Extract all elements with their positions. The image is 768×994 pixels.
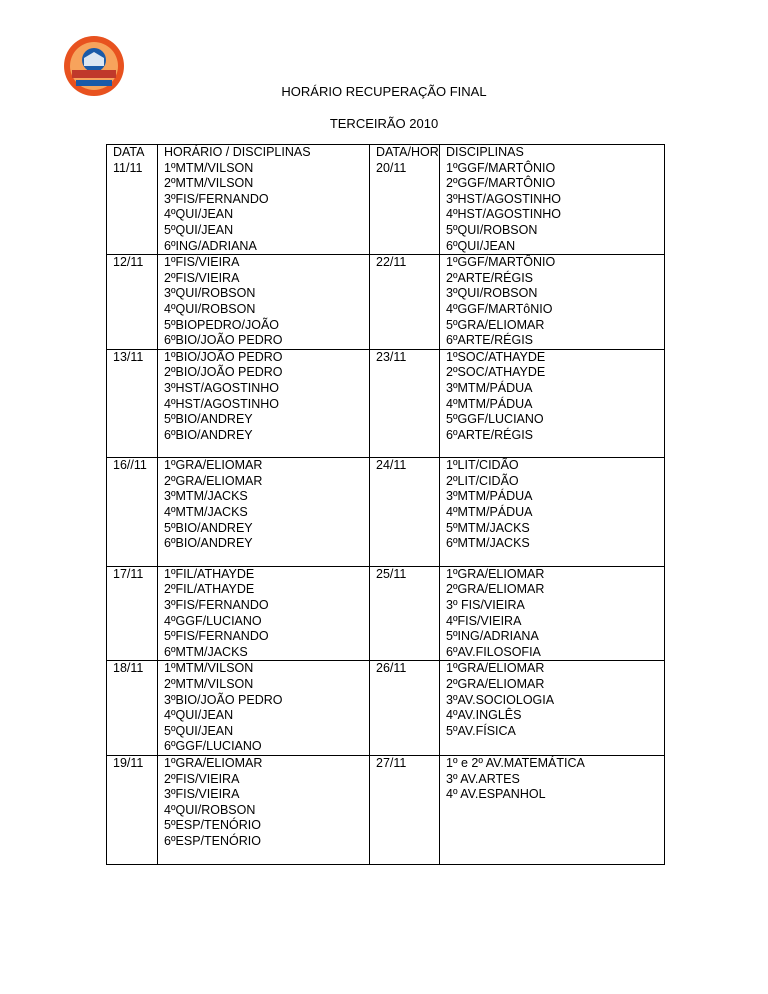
discipline-item: 3ºFIS/VIEIRA: [164, 787, 240, 802]
schedule-table: [106, 144, 665, 865]
left-disciplines-cell: [158, 145, 370, 255]
discipline-item: 6ºQUI/JEAN: [446, 238, 516, 253]
table-row: [107, 145, 665, 255]
discipline-item: 1ºGGF/MARTÔNIO: [446, 255, 556, 270]
discipline-item: 4º AV.ESPANHOL: [446, 787, 546, 802]
discipline-item: 3ºAV.SOCIOLOGIA: [446, 692, 555, 707]
discipline-item: 3ºHST/AGOSTINHO: [164, 380, 279, 395]
discipline-item: 4ºQUI/ROBSON: [164, 301, 256, 316]
left-disciplines-cell: [158, 349, 370, 458]
right-date-cell: [370, 255, 440, 350]
discipline-item: 5ºBIO/ANDREY: [164, 520, 253, 535]
discipline-item: 5ºESP/TENÓRIO: [164, 818, 261, 833]
date-label: 16//11: [113, 458, 147, 473]
discipline-item: 4ºQUI/ROBSON: [164, 802, 256, 817]
left-date-cell: [107, 566, 158, 661]
discipline-item: 5ºQUI/JEAN: [164, 723, 234, 738]
discipline-item: 1ºMTM/VILSON: [164, 661, 254, 676]
discipline-item: 3ºQUI/ROBSON: [164, 286, 256, 301]
discipline-item: 3ºMTM/PÁDUA: [446, 380, 533, 395]
discipline-item: 3ºFIS/FERNANDO: [164, 598, 269, 613]
right-disciplines-cell: [440, 458, 665, 567]
date-label: 24/11: [376, 458, 407, 473]
discipline-item: 6ºBIO/JOÃO PEDRO: [164, 333, 283, 348]
table-row: [107, 349, 665, 458]
discipline-item: 5ºBIO/ANDREY: [164, 412, 253, 427]
discipline-item: 1ºGRA/ELIOMAR: [446, 566, 545, 581]
discipline-item: 2ºLIT/CIDÃO: [446, 473, 519, 488]
column-header-date: DATA: [113, 145, 145, 159]
column-header-disciplines: DISCIPLINAS: [446, 145, 524, 159]
discipline-item: 5ºMTM/JACKS: [446, 520, 530, 535]
discipline-item: 3ºQUI/ROBSON: [446, 286, 538, 301]
table-row: [107, 458, 665, 567]
discipline-item: 2ºGGF/MARTÔNIO: [446, 176, 556, 191]
discipline-item: 1ºSOC/ATHAYDE: [446, 349, 546, 364]
left-date-cell: [107, 755, 158, 864]
discipline-item: 4ºGGF/MARTôNIO: [446, 301, 553, 316]
discipline-item: 3ºHST/AGOSTINHO: [446, 191, 561, 206]
discipline-item: 4ºMTM/PÁDUA: [446, 505, 533, 520]
column-header-schedule: HORÁRIO / DISCIPLINAS: [164, 145, 311, 159]
date-label: 22/11: [376, 255, 407, 270]
discipline-item: 5ºFIS/FERNANDO: [164, 629, 269, 644]
right-date-cell: [370, 661, 440, 756]
table-row: [107, 566, 665, 661]
discipline-item: 3ºBIO/JOÃO PEDRO: [164, 692, 283, 707]
discipline-item: 6ºBIO/ANDREY: [164, 536, 253, 551]
right-disciplines-cell: [440, 255, 665, 350]
discipline-item: 4ºQUI/JEAN: [164, 207, 234, 222]
table-row: [107, 661, 665, 756]
discipline-item: 3ºMTM/PÁDUA: [446, 489, 533, 504]
discipline-item: 5ºQUI/JEAN: [164, 222, 234, 237]
discipline-item: 6ºGGF/LUCIANO: [164, 739, 262, 754]
discipline-item: 4ºMTM/JACKS: [164, 505, 248, 520]
discipline-item: 2ºMTM/VILSON: [164, 176, 254, 191]
discipline-item: 1ºGRA/ELIOMAR: [446, 661, 545, 676]
discipline-item: 6ºING/ADRIANA: [164, 238, 257, 253]
right-date-cell: [370, 566, 440, 661]
right-disciplines-cell: [440, 566, 665, 661]
right-disciplines-cell: [440, 145, 665, 255]
discipline-item: 6ºAV.FILOSOFIA: [446, 644, 541, 659]
discipline-item: 6ºESP/TENÓRIO: [164, 833, 261, 848]
right-date-cell: [370, 349, 440, 458]
discipline-item: 2ºFIS/VIEIRA: [164, 270, 240, 285]
discipline-item: 5ºAV.FÍSICA: [446, 723, 516, 738]
discipline-item: 6ºMTM/JACKS: [446, 536, 530, 551]
discipline-item: 1ºFIS/VIEIRA: [164, 255, 240, 270]
date-label: 25/11: [376, 566, 407, 581]
discipline-item: 4ºQUI/JEAN: [164, 708, 234, 723]
discipline-item: 3ºMTM/JACKS: [164, 489, 248, 504]
discipline-item: 6ºARTE/RÉGIS: [446, 333, 533, 348]
right-disciplines-cell: [440, 661, 665, 756]
left-disciplines-cell: [158, 458, 370, 567]
discipline-item: 4ºFIS/VIEIRA: [446, 613, 522, 628]
discipline-item: 2ºARTE/RÉGIS: [446, 270, 533, 285]
discipline-item: 6ºBIO/ANDREY: [164, 427, 253, 442]
date-label: 26/11: [376, 661, 407, 676]
date-label: 23/11: [376, 349, 407, 364]
discipline-item: 1ºBIO/JOÃO PEDRO: [164, 349, 283, 364]
discipline-item: 6ºMTM/JACKS: [164, 644, 248, 659]
discipline-item: 3º AV.ARTES: [446, 771, 520, 786]
discipline-item: 1ºLIT/CIDÃO: [446, 458, 519, 473]
left-date-cell: [107, 145, 158, 255]
left-disciplines-cell: [158, 566, 370, 661]
left-disciplines-cell: [158, 255, 370, 350]
discipline-item: 3º FIS/VIEIRA: [446, 598, 525, 613]
discipline-item: 2ºGRA/ELIOMAR: [446, 677, 545, 691]
table-row: [107, 755, 665, 864]
date-label: 19/11: [113, 755, 144, 770]
discipline-item: 4ºHST/AGOSTINHO: [446, 207, 561, 222]
column-header-date-hour: DATA/HOR: [376, 145, 439, 159]
right-disciplines-cell: [440, 349, 665, 458]
right-disciplines-cell: [440, 755, 665, 864]
discipline-item: 5ºGRA/ELIOMAR: [446, 317, 545, 332]
discipline-item: 2ºFIS/VIEIRA: [164, 771, 240, 786]
discipline-item: 4ºAV.INGLÊS: [446, 708, 522, 723]
left-date-cell: [107, 661, 158, 756]
discipline-item: 1ºFIL/ATHAYDE: [164, 566, 255, 581]
right-date-cell: [370, 145, 440, 255]
discipline-item: 5ºING/ADRIANA: [446, 629, 539, 644]
date-label: 18/11: [113, 661, 144, 676]
left-date-cell: [107, 255, 158, 350]
discipline-item: 3ºFIS/FERNANDO: [164, 191, 269, 206]
left-disciplines-cell: [158, 755, 370, 864]
discipline-item: 1ºGRA/ELIOMAR: [164, 458, 263, 473]
discipline-item: 1ºGGF/MARTÔNIO: [446, 160, 556, 175]
left-disciplines-cell: [158, 661, 370, 756]
right-date-cell: [370, 755, 440, 864]
page-title: HORÁRIO RECUPERAÇÃO FINAL: [281, 84, 487, 99]
discipline-item: 6ºARTE/RÉGIS: [446, 427, 533, 442]
discipline-item: 5ºQUI/ROBSON: [446, 222, 538, 237]
discipline-item: 1ºMTM/VILSON: [164, 160, 254, 175]
date-label: 12/11: [113, 255, 144, 270]
discipline-item: 1º e 2º AV.MATEMÁTICA: [446, 755, 585, 770]
discipline-item: 4ºGGF/LUCIANO: [164, 613, 262, 628]
date-label: 13/11: [113, 349, 144, 364]
left-date-cell: [107, 349, 158, 458]
discipline-item: 2ºMTM/VILSON: [164, 677, 254, 691]
date-label: 17/11: [113, 566, 144, 581]
discipline-item: 2ºSOC/ATHAYDE: [446, 365, 546, 380]
page-subtitle: TERCEIRÃO 2010: [329, 116, 439, 131]
discipline-item: 1ºGRA/ELIOMAR: [164, 755, 263, 770]
discipline-item: 5ºGGF/LUCIANO: [446, 412, 544, 427]
discipline-item: 2ºBIO/JOÃO PEDRO: [164, 365, 283, 380]
left-date-cell: [107, 458, 158, 567]
date-label: 20/11: [376, 160, 407, 175]
discipline-item: 5ºBIOPEDRO/JOÃO: [164, 317, 280, 332]
discipline-item: 4ºHST/AGOSTINHO: [164, 396, 279, 411]
date-label: 27/11: [376, 755, 407, 770]
table-row: [107, 255, 665, 350]
discipline-item: 2ºFIL/ATHAYDE: [164, 582, 255, 597]
date-label: 11/11: [113, 160, 143, 175]
discipline-item: 2ºGRA/ELIOMAR: [164, 473, 263, 488]
discipline-item: 2ºGRA/ELIOMAR: [446, 582, 545, 597]
right-date-cell: [370, 458, 440, 567]
discipline-item: 4ºMTM/PÁDUA: [446, 396, 533, 411]
